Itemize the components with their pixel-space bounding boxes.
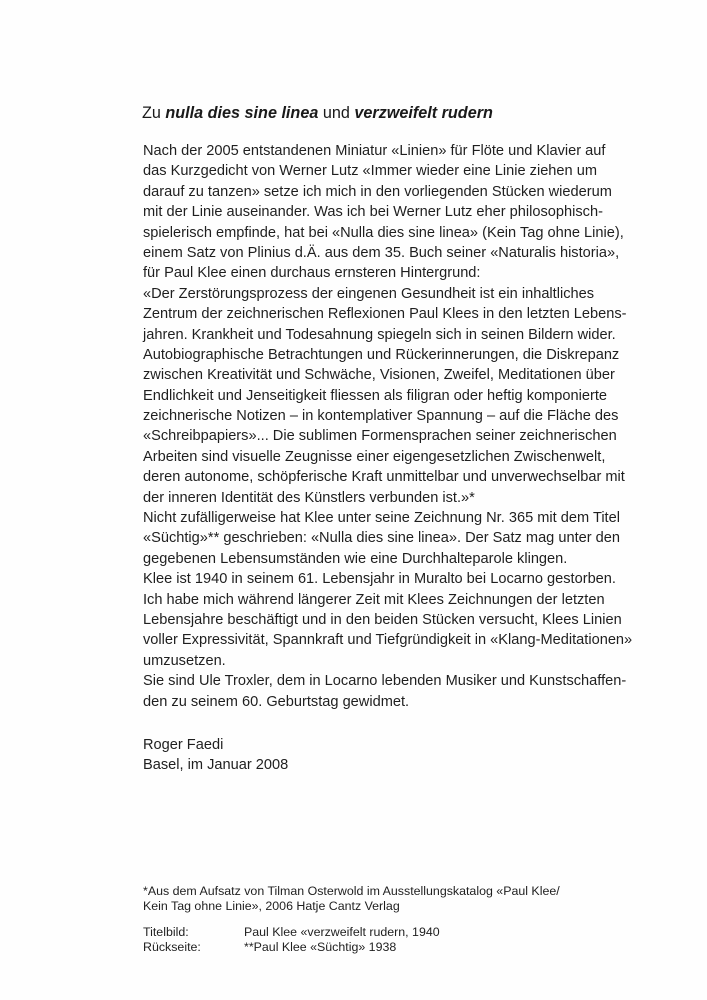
- signature-block: [143, 735, 288, 776]
- credit-value: **Paul Klee «Süchtig» 1938: [244, 940, 397, 955]
- body-line: spielerisch empfinde, hat bei «Nulla dies sine linea» (Kein Tag ohne Linie),: [143, 224, 624, 241]
- credit-label: Titelbild:: [143, 925, 189, 939]
- dedication-line: Sie sind Ule Troxler, dem in Locarno lebenden Musiker und Kunstschaffen-: [143, 673, 627, 690]
- body-line: Ich habe mich während längerer Zeit mit Klees Zeichnungen der letzten: [143, 591, 605, 608]
- place-date: Basel, im Januar 2008: [143, 757, 289, 774]
- title-prefix: Zu: [142, 104, 166, 122]
- author-name: Roger Faedi: [143, 737, 224, 753]
- credit-back-cover: [143, 940, 440, 955]
- body-line: darauf zu tanzen» setze ich mich in den vorliegenden Stücken wiederum: [143, 183, 612, 200]
- credit-value: Paul Klee «verzweifelt rudern, 1940: [244, 925, 440, 939]
- body-line: Nicht zufälligerweise hat Klee unter seine Zeichnung Nr. 365 mit dem Titel: [143, 510, 620, 527]
- quote-line: Zentrum der zeichnerischen Reflexionen Paul Klees in den letzten Lebens-: [143, 306, 627, 323]
- body-line: gegebenen Lebensumständen wie eine Durchhalteparole klingen.: [143, 550, 568, 567]
- footnote-line: Kein Tag ohne Linie», 2006 Hatje Cantz Verlag: [143, 899, 400, 914]
- credit-label: Rückseite:: [143, 940, 201, 955]
- footnote-line: *Aus dem Aufsatz von Tilman Osterwold im Ausstellungskatalog «Paul Klee/: [143, 884, 560, 898]
- body-line: mit der Linie auseinander. Was ich bei Werner Lutz eher philosophisch-: [143, 204, 603, 221]
- quote-line: Endlichkeit und Jenseitigkeit fliessen als filigran oder heftig komponierte: [143, 387, 608, 404]
- body-text: [143, 141, 632, 712]
- document-title: [142, 103, 493, 123]
- credit-cover-image: [143, 925, 440, 940]
- title-work-nulla-dies: nulla dies sine linea: [165, 104, 319, 122]
- body-line: Lebensjahre beschäftigt und in den beiden Stücken versucht, Klees Linien: [143, 611, 622, 628]
- body-line: für Paul Klee einen durchaus ernsteren Hintergrund:: [143, 265, 481, 282]
- image-credits: [143, 925, 440, 955]
- quote-line: zwischen Kreativität und Schwäche, Visionen, Zweifel, Meditationen über: [143, 367, 615, 384]
- body-line: das Kurzgedicht von Werner Lutz «Immer wieder eine Linie ziehen um: [143, 163, 597, 180]
- body-line: voller Expressivität, Spannkraft und Tiefgründigkeit in «Klang-Meditationen»: [143, 632, 633, 649]
- quote-line: der inneren Identität des Künstlers verbunden ist.»*: [143, 489, 475, 506]
- title-connector: und: [318, 104, 355, 122]
- quote-line: «Der Zerstörungsprozess der eingenen Gesundheit ist ein inhaltliches: [143, 285, 595, 302]
- quote-line: Arbeiten sind visuelle Zeugnisse einer eigengesetzlichen Zwischenwelt,: [143, 448, 606, 465]
- quote-line: deren autonome, schöpferische Kraft unmittelbar und unverwechselbar mit: [143, 469, 625, 486]
- body-line: Klee ist 1940 in seinem 61. Lebensjahr in Muralto bei Locarno gestorben.: [143, 571, 616, 588]
- quote-line: «Schreibpapiers»... Die sublimen Formensprachen seiner zeichnerischen: [143, 428, 617, 445]
- quote-line: Autobiographische Betrachtungen und Rückerinnerungen, die Diskrepanz: [143, 346, 620, 363]
- body-line: «Süchtig»** geschrieben: «Nulla dies sine linea». Der Satz mag unter den: [143, 530, 621, 547]
- dedication-line: den zu seinem 60. Geburtstag gewidmet.: [143, 693, 410, 710]
- body-line: einem Satz von Plinius d.Ä. aus dem 35. Buch seiner «Naturalis historia»,: [143, 244, 620, 261]
- body-line: Nach der 2005 entstandenen Miniatur «Linien» für Flöte und Klavier auf: [143, 143, 606, 159]
- footnote: [143, 884, 560, 914]
- body-line: umzusetzen.: [143, 652, 226, 669]
- title-work-verzweifelt-rudern: verzweifelt rudern: [354, 104, 493, 122]
- quote-line: jahren. Krankheit und Todesahnung spiegeln sich in seinen Bildern wider.: [143, 326, 616, 343]
- quote-line: zeichnerische Notizen – in kontemplativer Spannung – auf die Fläche des: [143, 408, 619, 425]
